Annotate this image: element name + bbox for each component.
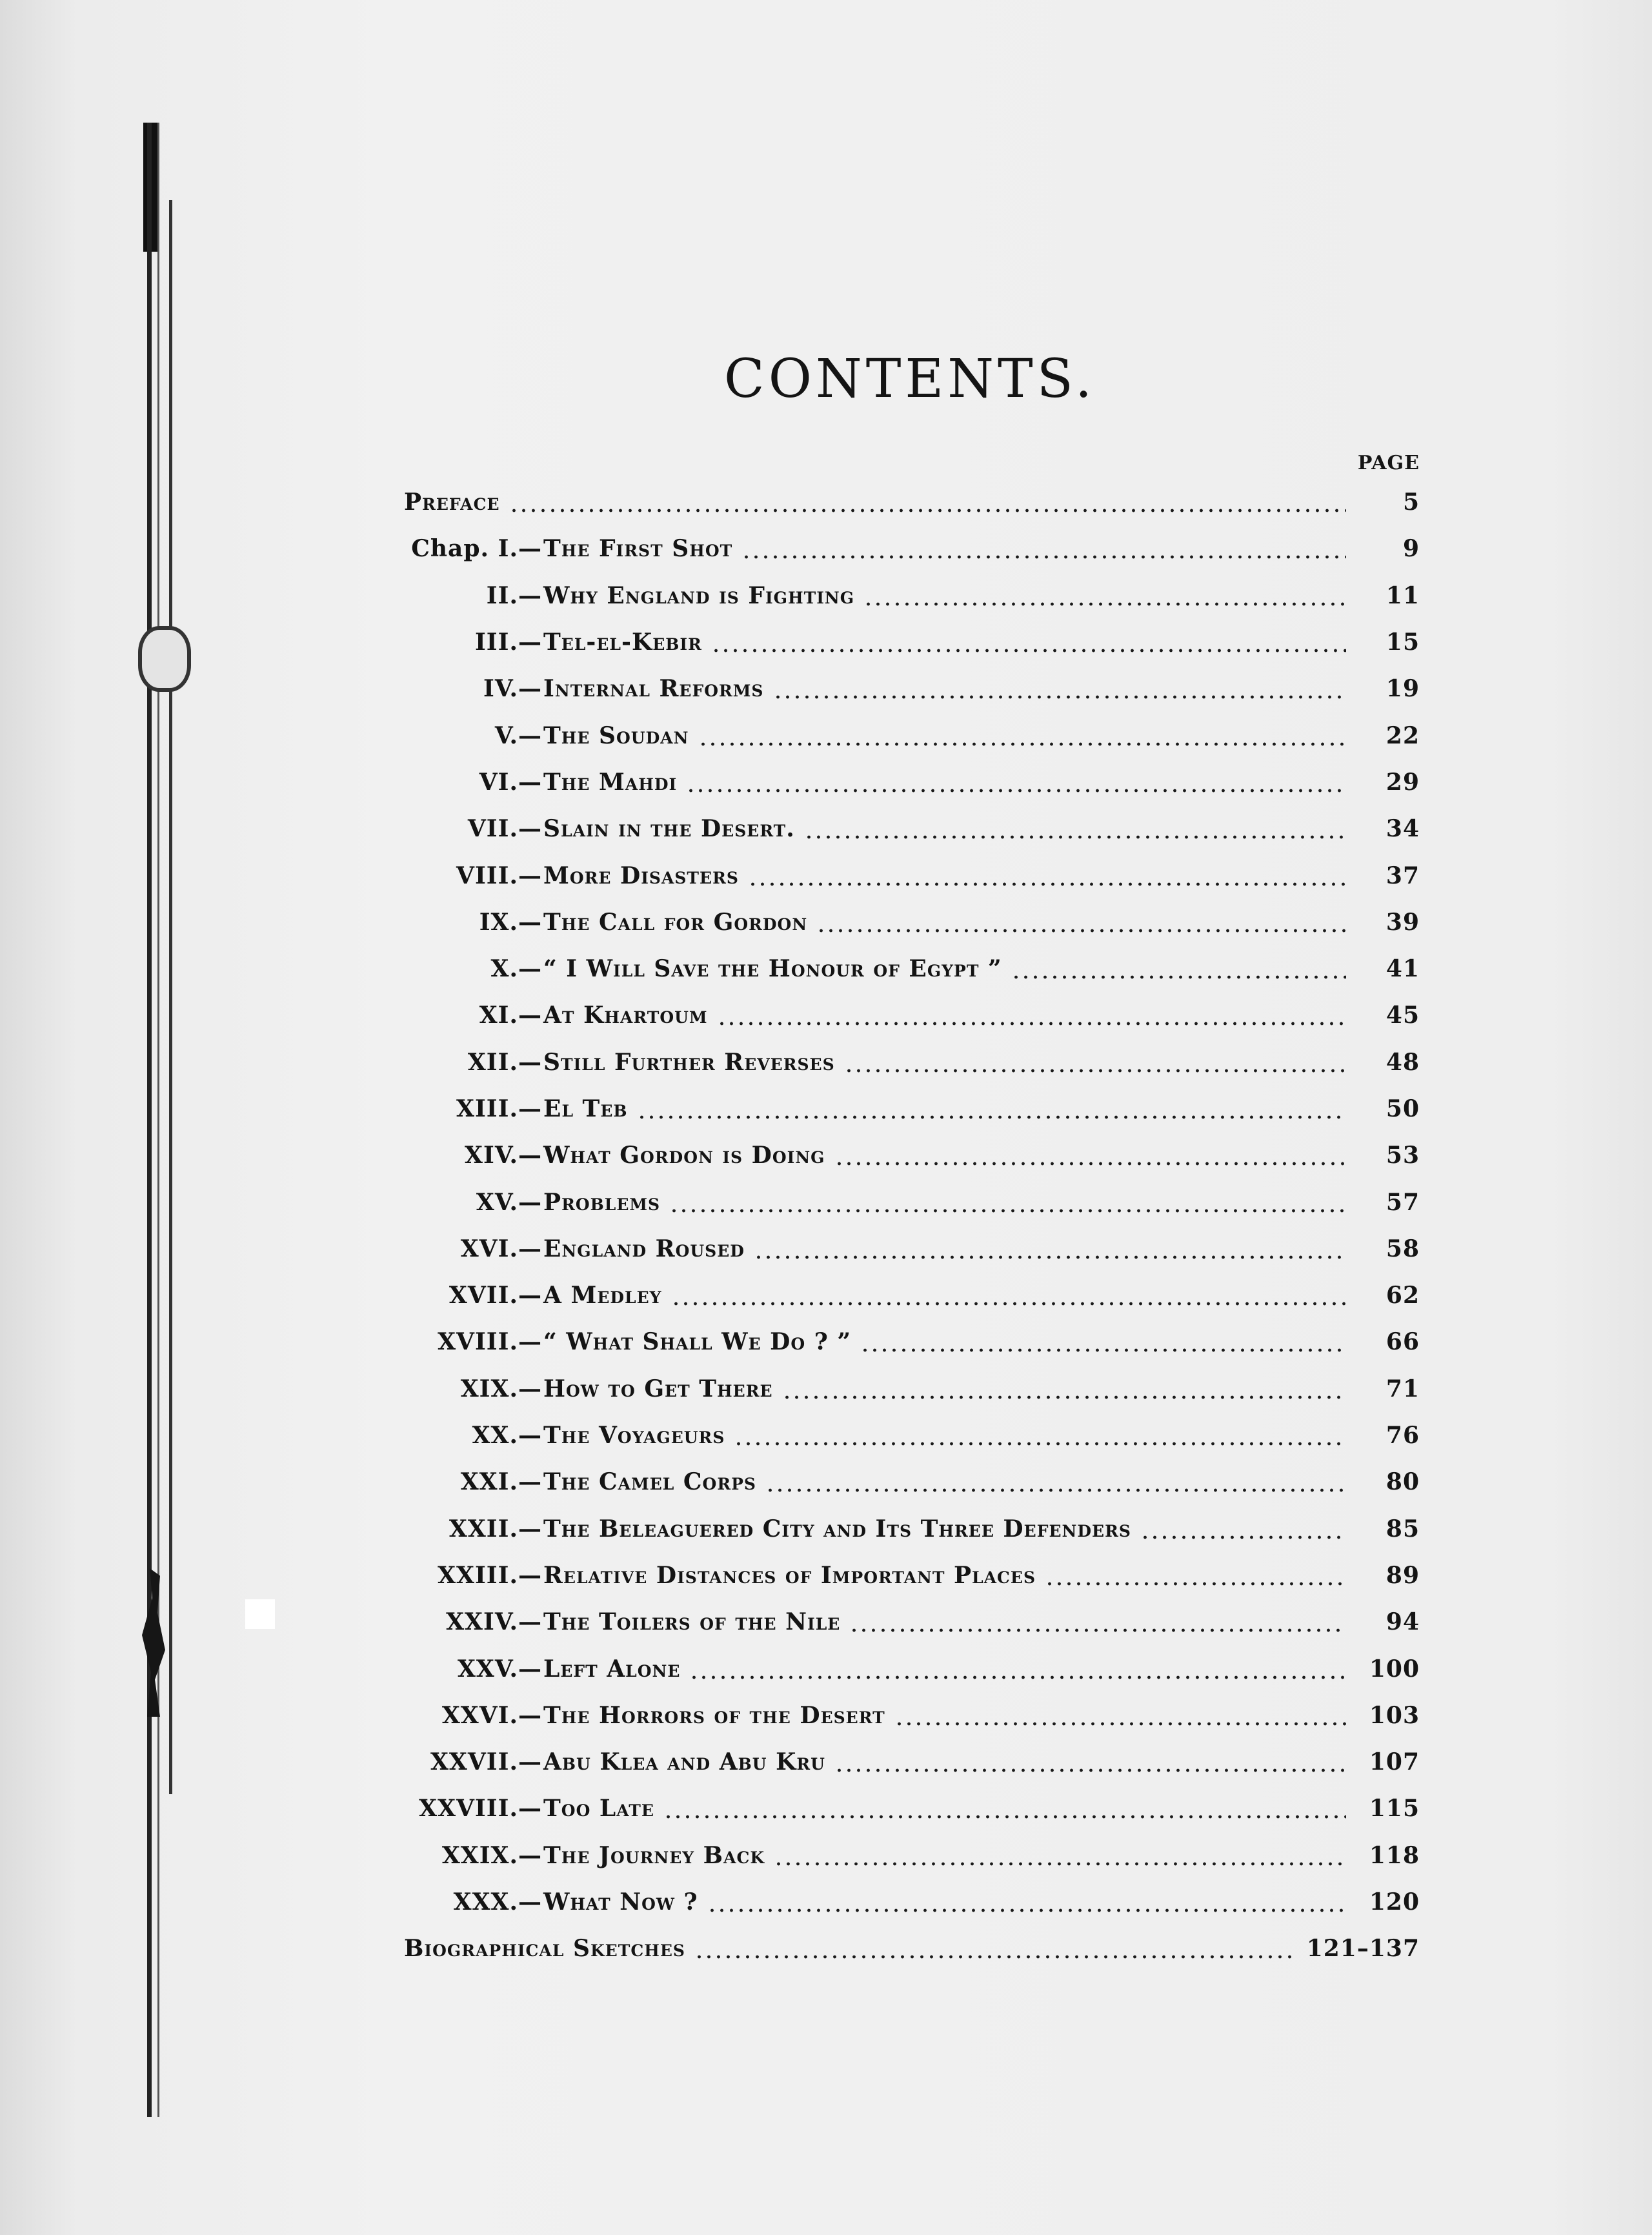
- toc-entry: [387, 1039, 1433, 1086]
- chapter-number: XXX.—: [453, 1888, 542, 1916]
- binding-thread: [147, 123, 152, 2117]
- toc-entry: [387, 1645, 1433, 1692]
- dot-leader: [844, 1051, 1346, 1074]
- toc-entry: [387, 1226, 1433, 1272]
- chapter-number: III.—: [474, 629, 542, 656]
- chapter-title: Left Alone: [543, 1655, 681, 1683]
- page-number: 121–137: [1306, 1935, 1420, 1963]
- dot-leader: [834, 1144, 1346, 1167]
- chapter-title: The First Shot: [543, 535, 733, 563]
- chapter-title: The Voyageurs: [543, 1422, 725, 1450]
- dot-leader: [509, 490, 1346, 514]
- chapter-title: What Gordon is Doing: [543, 1142, 825, 1169]
- dot-leader: [754, 1237, 1346, 1260]
- chapter-title: What Now ?: [543, 1888, 698, 1916]
- toc-entry: [387, 1412, 1433, 1459]
- page-number: 15: [1385, 629, 1420, 656]
- toc-entry: [387, 1552, 1433, 1599]
- dot-leader: [671, 1284, 1346, 1307]
- page-number: 80: [1385, 1468, 1420, 1496]
- page-number: 34: [1385, 815, 1420, 843]
- dot-leader: [765, 1470, 1346, 1493]
- page-number: 107: [1369, 1748, 1420, 1776]
- toc-entry: [387, 759, 1433, 805]
- dot-leader: [711, 631, 1346, 654]
- chapter-number: XI.—: [479, 1002, 542, 1029]
- chapter-title: Problems: [543, 1188, 661, 1216]
- page-number: 57: [1385, 1188, 1420, 1216]
- chapter-title: “ What Shall We Do ? ”: [543, 1328, 852, 1356]
- binding-thread: [169, 200, 172, 1794]
- chapter-number: IX.—: [479, 908, 542, 936]
- dot-leader: [686, 771, 1346, 794]
- binding-thread: [157, 123, 159, 2117]
- chapter-number: XII.—: [467, 1048, 542, 1076]
- dot-leader: [1011, 957, 1346, 980]
- dot-leader: [707, 1890, 1346, 1914]
- dot-leader: [894, 1704, 1346, 1727]
- chapter-title: The Call for Gordon: [543, 908, 808, 936]
- page-number: 48: [1385, 1048, 1420, 1076]
- chapter-title: Biographical Sketches: [404, 1935, 685, 1963]
- chapter-number: XXVI.—: [441, 1701, 542, 1729]
- chapter-number: VI.—: [479, 768, 542, 796]
- dot-leader: [1140, 1517, 1346, 1541]
- chapter-title: The Soudan: [543, 722, 689, 749]
- chapter-title: A Medley: [543, 1282, 662, 1310]
- chapter-title: The Camel Corps: [543, 1468, 756, 1496]
- toc-entry: [387, 1692, 1433, 1739]
- toc-entry: [387, 805, 1433, 852]
- chapter-number: XIX.—: [460, 1375, 542, 1402]
- chapter-number: XVIII.—: [438, 1328, 542, 1356]
- toc-entry: [387, 1879, 1433, 1925]
- page-number: 9: [1402, 535, 1420, 563]
- toc-entry: [387, 852, 1433, 898]
- chapter-title: More Disasters: [543, 862, 739, 889]
- toc-entry: [387, 1272, 1433, 1319]
- dot-leader: [1045, 1564, 1346, 1587]
- toc-entry: [387, 1178, 1433, 1225]
- chapter-number: XVII.—: [448, 1282, 542, 1310]
- toc-entry: [387, 946, 1433, 992]
- page-number: 120: [1369, 1888, 1420, 1916]
- chapter-title: At Khartoum: [543, 1002, 708, 1029]
- chapter-title: England Roused: [543, 1235, 745, 1262]
- toc-entry: [387, 619, 1433, 665]
- chapter-number: XXV.—: [457, 1655, 542, 1683]
- toc-entry: [404, 1925, 1433, 1972]
- toc-entry: [387, 1132, 1433, 1178]
- chapter-number: Chap. I.—: [411, 535, 542, 563]
- page-title: CONTENTS.: [723, 349, 1096, 410]
- chapter-number: XIV.—: [465, 1142, 542, 1169]
- page-number: 19: [1385, 675, 1420, 703]
- chapter-title: Still Further Reverses: [543, 1048, 835, 1076]
- page-number: 71: [1385, 1375, 1420, 1402]
- chapter-title: The Beleaguered City and Its Three Defenders: [543, 1515, 1131, 1542]
- chapter-number: VIII.—: [456, 862, 542, 889]
- binding-tear: [142, 1568, 168, 1717]
- dot-leader: [834, 1750, 1346, 1774]
- toc-entry: [387, 1459, 1433, 1505]
- chapter-title: Slain in the Desert.: [543, 815, 795, 843]
- toc-entries: [387, 479, 1433, 1972]
- chapter-number: XIII.—: [456, 1095, 542, 1122]
- chapter-title: Abu Klea and Abu Kru: [543, 1748, 825, 1776]
- dot-leader: [741, 537, 1346, 560]
- page-number: 29: [1385, 768, 1420, 796]
- toc-entry: [387, 1739, 1433, 1785]
- chapter-number: XXI.—: [460, 1468, 542, 1496]
- page-number: 45: [1385, 1002, 1420, 1029]
- toc-entry: [387, 1319, 1433, 1365]
- dot-leader: [849, 1610, 1346, 1633]
- toc-entry: [387, 1599, 1433, 1645]
- dot-leader: [698, 724, 1346, 747]
- chapter-number: XXVII.—: [430, 1748, 542, 1776]
- page-number: 22: [1385, 722, 1420, 749]
- chapter-title: El Teb: [543, 1095, 628, 1122]
- page-number: 115: [1369, 1795, 1420, 1823]
- chapter-number: XX.—: [472, 1422, 542, 1450]
- paper-speck: [245, 1599, 275, 1629]
- toc-entry: [387, 1785, 1433, 1832]
- dot-leader: [804, 817, 1346, 840]
- toc-entry: [387, 665, 1433, 712]
- dot-leader: [863, 584, 1346, 607]
- page-number: 11: [1385, 582, 1420, 609]
- chapter-number: XXIX.—: [441, 1841, 542, 1869]
- toc-entry: [387, 899, 1433, 946]
- chapter-title: How to Get There: [543, 1375, 773, 1402]
- dot-leader: [717, 1004, 1346, 1027]
- toc-entry: [387, 712, 1433, 758]
- chapter-number: XV.—: [476, 1188, 542, 1216]
- page-number: 118: [1369, 1841, 1420, 1869]
- page-column-header: PAGE: [1357, 452, 1420, 474]
- chapter-title: “ I Will Save the Honour of Egypt ”: [543, 955, 1002, 983]
- toc-entry: [387, 992, 1433, 1038]
- page-number: 85: [1385, 1515, 1420, 1542]
- chapter-number: IV.—: [483, 675, 542, 703]
- dot-leader: [694, 1937, 1294, 1960]
- page-number: 39: [1385, 908, 1420, 936]
- toc-entry: [387, 525, 1433, 572]
- dot-leader: [773, 677, 1347, 700]
- chapter-number: XXIII.—: [438, 1561, 542, 1589]
- chapter-number: XVI.—: [460, 1235, 542, 1262]
- dot-leader: [689, 1657, 1346, 1681]
- book-binding: [138, 123, 177, 2117]
- toc-entry: [387, 1366, 1433, 1412]
- page-number: 76: [1385, 1422, 1420, 1450]
- chapter-number: II.—: [486, 582, 542, 609]
- chapter-number: X.—: [490, 955, 542, 983]
- page-number: 5: [1402, 489, 1420, 516]
- dot-leader: [669, 1191, 1346, 1214]
- binding-knot: [138, 626, 191, 692]
- page-number: 41: [1385, 955, 1420, 983]
- chapter-title: The Toilers of the Nile: [543, 1608, 841, 1636]
- toc-entry: [387, 1832, 1433, 1879]
- chapter-title: Preface: [404, 489, 500, 516]
- page-number: 89: [1385, 1561, 1420, 1589]
- dot-leader: [748, 864, 1346, 887]
- dot-leader: [782, 1377, 1346, 1401]
- page-number: 100: [1369, 1655, 1420, 1683]
- page-number: 53: [1385, 1142, 1420, 1169]
- dot-leader: [816, 911, 1346, 934]
- dot-leader: [637, 1097, 1346, 1120]
- chapter-title: Too Late: [543, 1795, 654, 1823]
- chapter-title: Relative Distances of Important Places: [543, 1561, 1036, 1589]
- page-number: 103: [1369, 1701, 1420, 1729]
- dot-leader: [663, 1797, 1346, 1820]
- chapter-number: XXVIII.—: [419, 1795, 542, 1823]
- chapter-number: VII.—: [467, 815, 542, 843]
- page-number: 66: [1385, 1328, 1420, 1356]
- chapter-title: Why England is Fighting: [543, 582, 855, 609]
- toc-entry: [387, 1506, 1433, 1552]
- chapter-number: XXIV.—: [446, 1608, 542, 1636]
- page-number: 37: [1385, 862, 1420, 889]
- toc-entry: [387, 572, 1433, 619]
- toc-entry: [387, 1086, 1433, 1132]
- chapter-number: XXII.—: [448, 1515, 542, 1542]
- chapter-title: The Horrors of the Desert: [543, 1701, 885, 1729]
- chapter-title: Internal Reforms: [543, 675, 764, 703]
- dot-leader: [734, 1424, 1346, 1447]
- chapter-title: Tel-el-Kebir: [543, 629, 702, 656]
- page-number: 50: [1385, 1095, 1420, 1122]
- chapter-title: The Journey Back: [543, 1841, 765, 1869]
- page-number: 94: [1385, 1608, 1420, 1636]
- page-number: 62: [1385, 1282, 1420, 1310]
- chapter-title: The Mahdi: [543, 768, 678, 796]
- page-number: 58: [1385, 1235, 1420, 1262]
- dot-leader: [860, 1330, 1346, 1353]
- chapter-number: V.—: [494, 722, 542, 749]
- dot-leader: [774, 1844, 1346, 1867]
- toc-entry: [404, 479, 1433, 525]
